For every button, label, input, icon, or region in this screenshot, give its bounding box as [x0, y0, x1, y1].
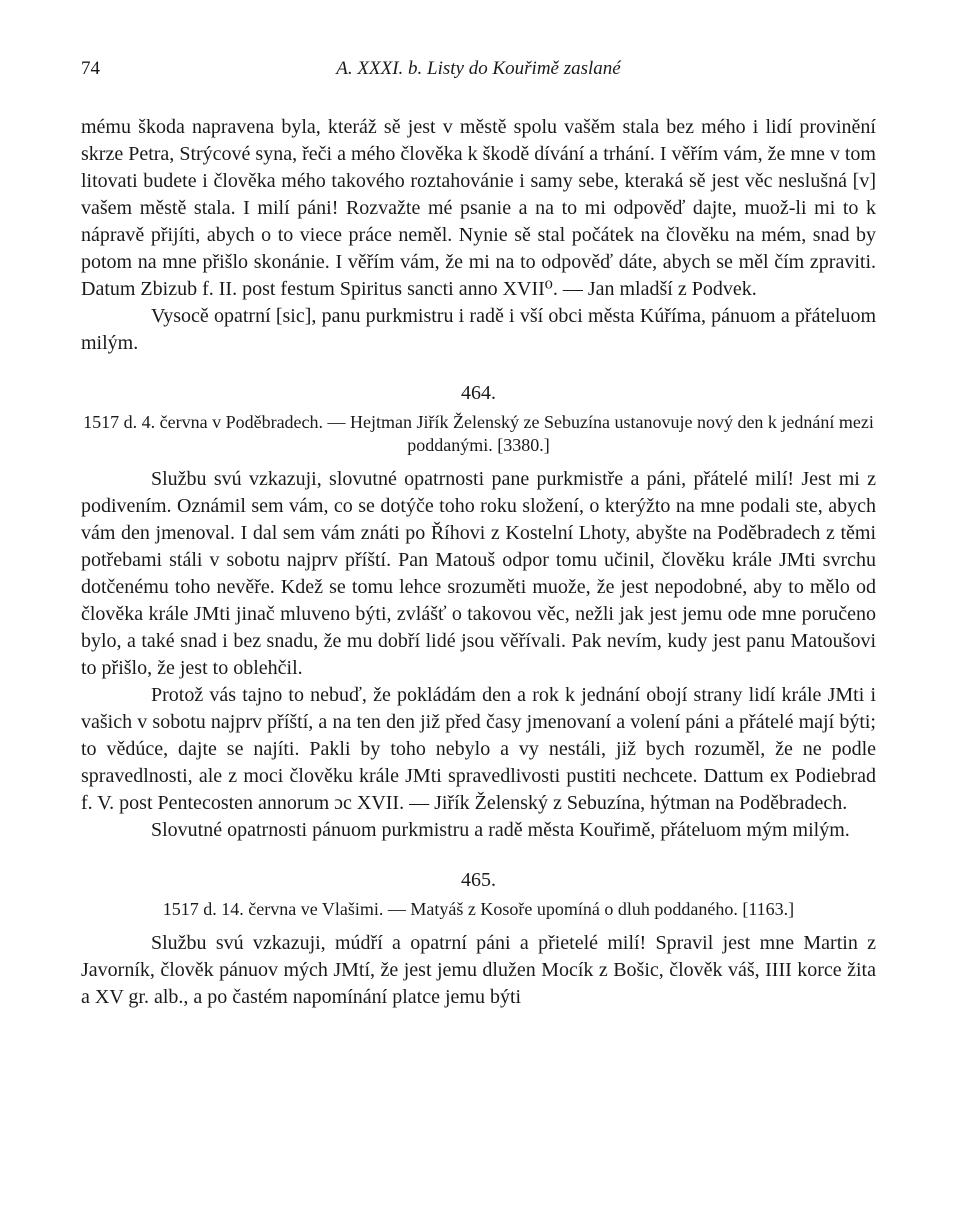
running-head: [81, 58, 876, 88]
document-paragraph: Službu svú vzkazuji, slovutné opatrnosti pane purkmistře a páni, přátelé milí! Jest mi z podivením. Oznámil sem vám, co se dotýče toho roku složení, o kterýžto na mne podali ste, abych vám den jmenoval. I dal sem vám znáti po Říhovi z Kostelní Lhoty, abyšte na Poděbradech z těmi potřebami stáli v sobotu najprv příští. Pan Matouš odpor tomu učinil, člověku krále JMti svrchu dotčenému toho nevěře. Kdež se tomu lehce srozuměti muože, že jest nepodobné, aby to mělo od člověka krále JMti jinač mluveno býti, zvlášť o takovou věc, nežli jak jest jemu ode mne poručeno bylo, a také snad i bez snadu, že mu dobří lidé jsou věřívali. Pak nevím, kudy jest panu Matoušovi to přišlo, že jest to oblehčil.: [81, 468, 876, 679]
document-address-paragraph: Slovutné opatrnosti pánuom purkmistru a radě města Kouřimě, přáteluom mým milým.: [151, 819, 850, 841]
document-regest: 1517 d. 4. června v Poděbradech. — Hejtman Jiřík Želenský ze Sebuzína ustanovuje nový den k jednání mezi poddanými. [3380.]: [83, 412, 874, 455]
letter-continuation-paragraph: mému škoda napravena byla, kteráž sě jest v městě spolu vašěm stala bez mého i lidí provinění skrze Petra, Strýcové syna, řeči a mého člověka k škodě dívání a trhání. I věřím vám, že mne v tom litovati budete i člověka mého takového roztahovánie i samy sebe, kteraká sě jest věc neslušná [v] vašem městě stala. I milí páni! Rozvažte mé psanie a na to mi odpověď dajte, muož-li mi to k nápravě přijíti, abych o to viece práce neměl. Nynie sě stal počátek na člověku na mém, snad by potom na mne přišlo skonánie. I věřím vám, že mi na to odpověď dáte, abych se měl čím zpraviti. Datum Zbizub f. II. post festum Spiritus sancti anno XVII⁰. — Jan mladší z Podvek.: [81, 116, 876, 300]
document-number: 464.: [461, 382, 496, 404]
letter-address-paragraph: Vysocě opatrní [sic], panu purkmistru i radě i vší obci města Kúříma, pánuom a přáteluom milým.: [81, 305, 876, 354]
book-page: [81, 58, 876, 1011]
document-regest: 1517 d. 14. června ve Vlašimi. — Matyáš z Kosoře upomíná o dluh poddaného. [1163.]: [162, 899, 795, 919]
document-number: 465.: [461, 869, 496, 891]
document-paragraph: Službu svú vzkazuji, múdří a opatrní páni a přietelé milí! Spravil jest mne Martin z Javorník, člověk pánuov mých JMtí, že jest jemu dlužen Mocík z Bošic, člověk váš, IIII korce žita a XV gr. alb., a po častém napomínání platce jemu býti: [81, 932, 876, 1008]
running-title: A. XXXI. b. Listy do Kouřimě zaslané: [336, 58, 621, 79]
page-number: 74: [81, 58, 100, 79]
document-paragraph: Protož vás tajno to nebuď, že pokládám den a rok k jednání obojí strany lidí krále JMti i vašich v sobotu najprv příští, a na ten den již před časy jmenovaní a volení páni a přátelé mají býti; to vědúce, dajte se najíti. Pakli by toho nebylo a vy nestáli, již bych rozuměl, že ne podle spravedlnosti, ale z moci člověku krále JMti spravedlivosti pustiti nechcete. Dattum ex Podiebrad f. V. post Pentecosten annorum ɔc XVII. — Jiřík Želenský z Sebuzína, hýtman na Poděbradech.: [81, 684, 876, 814]
